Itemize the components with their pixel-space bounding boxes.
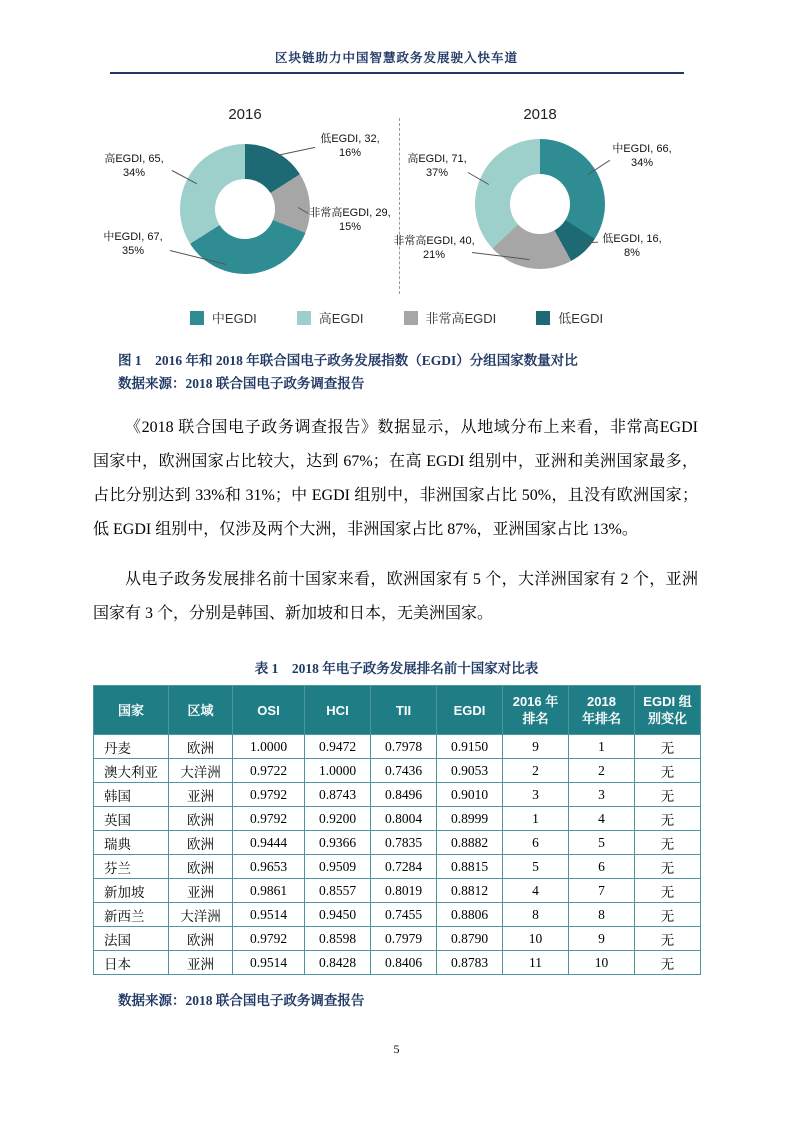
label-line2: 37% [425, 167, 449, 179]
table-cell: 3 [503, 783, 569, 807]
table-cell: 0.8999 [437, 807, 503, 831]
table-cell: 0.7436 [371, 759, 437, 783]
table-cell: 1.0000 [233, 735, 305, 759]
label-line2: 21% [422, 249, 446, 261]
table-cell: 日本 [94, 951, 169, 975]
table-cell: 1.0000 [305, 759, 371, 783]
table-cell: 6 [569, 855, 635, 879]
table-cell: 0.9792 [233, 927, 305, 951]
table-row [94, 879, 701, 903]
legend-swatch [536, 311, 550, 325]
label-line1: 高EGDI, 71, [407, 153, 467, 165]
table-cell: 0.9444 [233, 831, 305, 855]
table-row [94, 783, 701, 807]
chart-data-label [390, 234, 478, 262]
table-cell: 丹麦 [94, 735, 169, 759]
table-cell: 欧洲 [169, 831, 233, 855]
table-cell: 11 [503, 951, 569, 975]
legend-item [297, 308, 364, 327]
chart-data-label [596, 232, 668, 260]
table-row [94, 951, 701, 975]
table-cell: 0.9722 [233, 759, 305, 783]
table-cell: 0.8496 [371, 783, 437, 807]
table-row [94, 735, 701, 759]
table-cell: 0.9792 [233, 783, 305, 807]
table-cell: 英国 [94, 807, 169, 831]
table-row [94, 831, 701, 855]
table-cell: 0.8004 [371, 807, 437, 831]
donut-chart-2016 [180, 144, 310, 274]
label-line2: 35% [121, 245, 145, 257]
label-line1: 低EGDI, 16, [602, 233, 662, 245]
table-cell: 亚洲 [169, 783, 233, 807]
header-title: 区块链助力中国智慧政务发展驶入快车道 [274, 51, 518, 65]
table-cell: 0.9200 [305, 807, 371, 831]
table-cell: 0.9514 [233, 903, 305, 927]
table-cell: 0.7455 [371, 903, 437, 927]
table-cell: 无 [635, 783, 701, 807]
table-cell: 欧洲 [169, 735, 233, 759]
table-cell: 大洋洲 [169, 759, 233, 783]
label-line2: 34% [630, 157, 654, 169]
table-cell: 无 [635, 879, 701, 903]
table-cell: 亚洲 [169, 879, 233, 903]
table-cell: 0.8743 [305, 783, 371, 807]
table-cell: 5 [503, 855, 569, 879]
table-cell: 无 [635, 735, 701, 759]
legend-item [404, 308, 497, 327]
legend-label: 低EGDI [558, 311, 604, 326]
table-cell: 0.7835 [371, 831, 437, 855]
table-cell: 6 [503, 831, 569, 855]
table-row [94, 903, 701, 927]
table-cell: 0.8557 [305, 879, 371, 903]
table-cell: 0.8428 [305, 951, 371, 975]
table-cell: 1 [569, 735, 635, 759]
table-cell: 0.7979 [371, 927, 437, 951]
chart-title-2016: 2016 [228, 106, 262, 123]
legend-swatch [190, 311, 204, 325]
table-cell: 亚洲 [169, 951, 233, 975]
table-cell: 0.8406 [371, 951, 437, 975]
chart-data-label [304, 206, 396, 234]
table-cell: 8 [503, 903, 569, 927]
page-header [0, 48, 793, 74]
table-cell: 0.9653 [233, 855, 305, 879]
table-row [94, 855, 701, 879]
legend-label: 高EGDI [318, 311, 364, 326]
figure-charts [0, 104, 793, 302]
table-cell: 大洋洲 [169, 903, 233, 927]
column-header: EGDI [437, 686, 503, 735]
column-header: 国家 [94, 686, 169, 735]
donut-hole [215, 179, 275, 239]
table-cell: 无 [635, 831, 701, 855]
table-cell: 1 [503, 807, 569, 831]
table-row [94, 759, 701, 783]
table-cell: 0.9514 [233, 951, 305, 975]
table-source: 数据来源：2018 联合国电子政务调查报告 [118, 993, 365, 1008]
table-cell: 0.9472 [305, 735, 371, 759]
legend-item [536, 308, 603, 327]
table-cell: 10 [569, 951, 635, 975]
column-header: EGDI 组 别变化 [635, 686, 701, 735]
chart-divider [399, 118, 400, 294]
chart-legend [0, 308, 793, 327]
column-header: 2018 年排名 [569, 686, 635, 735]
table-cell: 0.8882 [437, 831, 503, 855]
table-cell: 新加坡 [94, 879, 169, 903]
legend-label: 非常高EGDI [425, 311, 497, 326]
table-cell: 0.9861 [233, 879, 305, 903]
figure-caption: 图 1 2016 年和 2018 年联合国电子政务发展指数（EGDI）分组国家数量对比 [118, 353, 578, 368]
table-cell: 0.8019 [371, 879, 437, 903]
label-line2: 16% [338, 147, 362, 159]
label-line1: 中EGDI, 67, [103, 231, 163, 243]
page-number: 5 [393, 1042, 400, 1056]
label-line1: 非常高EGDI, 40, [393, 235, 475, 247]
label-line1: 中EGDI, 66, [612, 143, 672, 155]
legend-label: 中EGDI [211, 311, 257, 326]
chart-data-label [314, 132, 386, 160]
table-cell: 10 [503, 927, 569, 951]
table-cell: 0.8815 [437, 855, 503, 879]
table-cell: 无 [635, 927, 701, 951]
column-header: TII [371, 686, 437, 735]
table-cell: 0.7978 [371, 735, 437, 759]
table-row [94, 927, 701, 951]
table-cell: 0.8783 [437, 951, 503, 975]
table-cell: 无 [635, 951, 701, 975]
table-cell: 欧洲 [169, 807, 233, 831]
figure-source: 数据来源：2018 联合国电子政务调查报告 [118, 376, 365, 391]
table-cell: 5 [569, 831, 635, 855]
legend-swatch [297, 311, 311, 325]
table-cell: 4 [503, 879, 569, 903]
table-cell: 0.9366 [305, 831, 371, 855]
table-cell: 7 [569, 879, 635, 903]
table-cell: 0.9053 [437, 759, 503, 783]
donut-hole [510, 174, 570, 234]
table-cell: 无 [635, 807, 701, 831]
table-cell: 0.9792 [233, 807, 305, 831]
table-cell: 0.7284 [371, 855, 437, 879]
donut-chart-2018 [475, 139, 605, 269]
label-line1: 高EGDI, 65, [104, 153, 164, 165]
label-line2: 15% [338, 221, 362, 233]
table-cell: 芬兰 [94, 855, 169, 879]
table-cell: 9 [503, 735, 569, 759]
column-header: OSI [233, 686, 305, 735]
table-header-row [94, 686, 701, 735]
column-header: 区域 [169, 686, 233, 735]
table-row [94, 807, 701, 831]
table-cell: 韩国 [94, 783, 169, 807]
chart-data-label [606, 142, 678, 170]
ranking-table [93, 685, 701, 975]
table-cell: 4 [569, 807, 635, 831]
table-cell: 0.9150 [437, 735, 503, 759]
label-line2: 8% [624, 247, 640, 259]
chart-data-label [96, 230, 170, 258]
column-header: HCI [305, 686, 371, 735]
label-line2: 34% [122, 167, 146, 179]
table-cell: 2 [503, 759, 569, 783]
table-cell: 2 [569, 759, 635, 783]
table-cell: 0.8812 [437, 879, 503, 903]
table-cell: 瑞典 [94, 831, 169, 855]
legend-swatch [404, 311, 418, 325]
table-body [94, 735, 701, 975]
table-cell: 0.9010 [437, 783, 503, 807]
table-cell: 8 [569, 903, 635, 927]
table-cell: 欧洲 [169, 855, 233, 879]
table-cell: 0.8598 [305, 927, 371, 951]
table-cell: 无 [635, 855, 701, 879]
header-divider [110, 72, 684, 74]
chart-title-2018: 2018 [523, 106, 557, 123]
body-paragraph: 从电子政务发展排名前十国家来看，欧洲国家有 5 个，大洋洲国家有 2 个，亚洲国家有 3 个，分别是韩国、新加坡和日本，无美洲国家。 [93, 571, 698, 622]
table-cell: 澳大利亚 [94, 759, 169, 783]
legend-item [190, 308, 257, 327]
chart-data-label [98, 152, 170, 180]
table-cell: 0.9509 [305, 855, 371, 879]
label-line1: 低EGDI, 32, [320, 133, 380, 145]
table-cell: 0.8806 [437, 903, 503, 927]
table-cell: 无 [635, 903, 701, 927]
table-cell: 法国 [94, 927, 169, 951]
table-cell: 欧洲 [169, 927, 233, 951]
table-cell: 3 [569, 783, 635, 807]
table-cell: 9 [569, 927, 635, 951]
table-cell: 无 [635, 759, 701, 783]
chart-data-label [400, 152, 474, 180]
column-header: 2016 年 排名 [503, 686, 569, 735]
table-caption: 表 1 2018 年电子政务发展排名前十国家对比表 [254, 661, 539, 676]
leader-line [272, 147, 315, 157]
table-cell: 0.9450 [305, 903, 371, 927]
table-cell: 新西兰 [94, 903, 169, 927]
label-line1: 非常高EGDI, 29, [309, 207, 391, 219]
table-cell: 0.8790 [437, 927, 503, 951]
body-paragraph: 《2018 联合国电子政务调查报告》数据显示，从地域分布上来看，非常高EGDI 国家中，欧洲国家占比较大，达到 67%；在高 EGDI 组别中，亚洲和美洲国家最多，占比分别达到 33%和 31%；中 EGDI 组别中，非洲国家占比 50%，且没有欧洲国家；低 EGDI 组别中，仅涉及两个大洲，非洲国家占比 87%，亚洲国家占比 13%。 [93, 419, 698, 538]
